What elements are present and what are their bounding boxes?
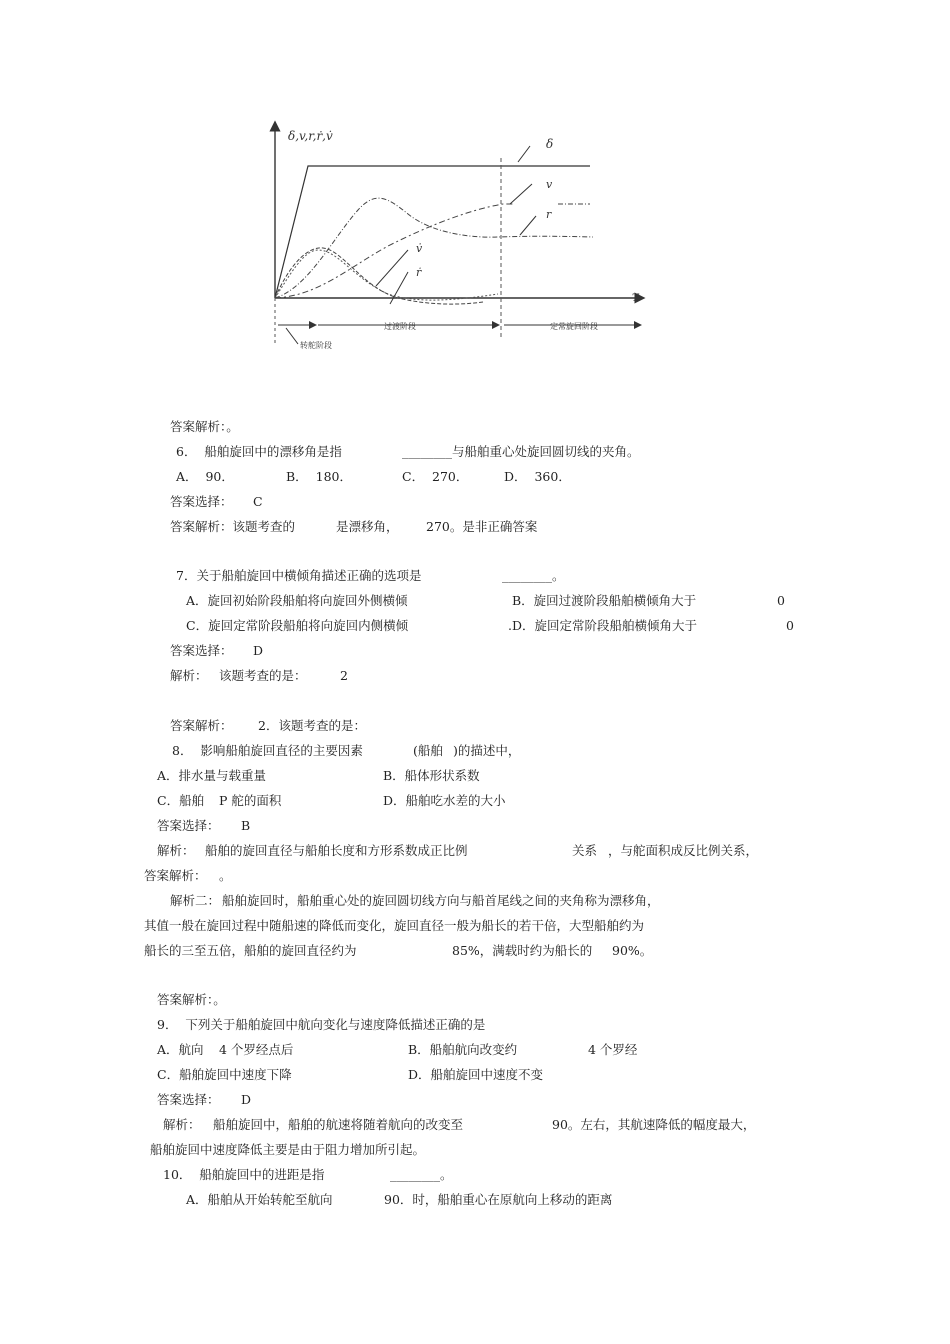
q8-analysis-label: 解析： <box>157 843 195 858</box>
q7-analysis-label: 解析： <box>170 668 208 683</box>
q8-analysis-1: 船舶的旋回直径与船舶长度和方形系数成正比例 <box>205 843 468 858</box>
q7-option-d: .D．旋回定常阶段船舶横倾角大于 <box>508 618 697 633</box>
drift-accel-curve <box>275 250 498 300</box>
curve-label-v: v <box>546 178 553 191</box>
q6-analysis-2: 是漂移角， <box>336 519 399 534</box>
q6-stem: 6． 船舶旋回中的漂移角是指 <box>176 444 342 459</box>
q6-option-b: B． 180． <box>286 469 352 484</box>
q6-option-a: A． 90． <box>176 469 234 484</box>
q8-stem: 8． 影响船舶旋回直径的主要因素 <box>172 743 363 758</box>
q9-analysis-label: 解析： <box>163 1117 201 1132</box>
q8-analysis2-line2: 其值一般在旋回过程中随船速的降低而变化，旋回直径一般为船长的若干倍，大型船舶约为 <box>144 918 645 933</box>
label-leader <box>510 184 532 204</box>
q9-option-a: A．航向 <box>157 1042 204 1057</box>
transition-stage-label: 过渡阶段 <box>384 322 416 331</box>
q8-option-b: B．船体形状系数 <box>383 768 480 783</box>
yaw-accel-curve <box>275 248 483 304</box>
q6-blank: ________ <box>402 444 452 459</box>
curve-label-delta: δ <box>546 137 554 151</box>
q8-analysis2-label: 解析二： <box>170 893 221 908</box>
q7-stem: 7．关于船舶旋回中横倾角描述正确的选项是 <box>176 568 422 583</box>
q8-option-d: D．船舶吃水差的大小 <box>383 793 506 808</box>
q9-answer: D <box>241 1092 252 1107</box>
drift-speed-curve <box>275 204 514 298</box>
q10-option-a: A．船舶从开始转舵至航向 <box>186 1192 333 1207</box>
q9-analysis-2: 90。左右，其航速降低的幅度最大， <box>552 1117 756 1132</box>
steady-stage-label: 定常旋回阶段 <box>550 322 598 331</box>
turning-motion-diagram <box>258 118 658 358</box>
label-leader <box>520 216 536 235</box>
q8-analysis2-line1: 船舶旋回时，船舶重心处的旋回圆切线方向与船首尾线之间的夹角称为漂移角， <box>222 893 660 908</box>
q9-analysis-1: 船舶旋回中，船舶的航速将随着航向的改变至 <box>213 1117 464 1132</box>
q7-option-a: A．旋回初始阶段船舶将向旋回外侧横倾 <box>186 593 408 608</box>
q7-option-b-value: 0 <box>777 593 785 608</box>
q8-analysis-3: ，与舵面积成反比例关系， <box>608 843 759 858</box>
q8-answer-analysis-end: 。 <box>219 868 232 883</box>
q6-answer-label: 答案选择： <box>170 494 233 509</box>
q6-option-c: C． 270． <box>402 469 469 484</box>
q10-stem: 10． 船舶旋回中的进距是指 <box>163 1167 325 1182</box>
q8-stem-end: )的描述中， <box>453 743 521 758</box>
q10-blank: ________。 <box>390 1167 453 1182</box>
q7-blank: ________。 <box>502 568 565 583</box>
q8-option-a: A．排水量与载重量 <box>157 768 267 783</box>
x-axis-label: T <box>632 293 639 304</box>
curve-label-r: r <box>546 208 552 221</box>
q8-stem-mid: (船舶 <box>413 743 443 758</box>
q7-answer-label: 答案选择： <box>170 643 233 658</box>
q6-answer: C <box>253 494 263 509</box>
q8-answer-analysis-label: 答案解析： <box>144 868 207 883</box>
q7-option-b: B．旋回过渡阶段船舶横倾角大于 <box>512 593 697 608</box>
q10-option-a-end: 90．时，船舶重心在原航向上移动的距离 <box>384 1192 613 1207</box>
q8-analysis2-line3c: 90%。 <box>612 943 653 958</box>
q8-answer: B <box>241 818 251 833</box>
q7-option-d-value: 0 <box>786 618 794 633</box>
q9-answer-label: 答案选择： <box>157 1092 220 1107</box>
q9-option-b-end: 4 个罗经 <box>588 1042 638 1057</box>
answer-analysis-5: 答案解析：。 <box>170 419 239 434</box>
q8-answer-label: 答案选择： <box>157 818 220 833</box>
q6-analysis-3: 270。是非正确答案 <box>426 519 538 534</box>
label-leader <box>518 146 530 162</box>
q7-analysis2-text: 2．该题考查的是： <box>258 718 366 733</box>
q6-analysis-1: 答案解析：该题考查的 <box>170 519 296 534</box>
q9-option-c: C．船舶旋回中速度下降 <box>157 1067 292 1082</box>
q7-option-c: C．旋回定常阶段船舶将向旋回内侧横倾 <box>186 618 409 633</box>
q7-analysis-num: 2 <box>340 668 348 683</box>
q9-analysis-3: 船舶旋回中速度降低主要是由于阻力增加所引起。 <box>150 1142 426 1157</box>
q8-analysis-2: 关系 <box>572 843 598 858</box>
curve-label-rdot: ṙ <box>416 266 422 279</box>
q6-stem-end: 与船舶重心处旋回圆切线的夹角。 <box>452 444 640 459</box>
y-axis-label: δ,v,r,ṙ,v̇ <box>288 129 333 143</box>
q9-stem: 9． 下列关于船舶旋回中航向变化与速度降低描述正确的是 <box>157 1017 486 1032</box>
turn-stage-leader <box>286 328 298 344</box>
q9-option-a-end: 4 个罗经点后 <box>219 1042 294 1057</box>
rudder-angle-curve <box>275 166 590 298</box>
q8-option-c: C．船舶 <box>157 793 205 808</box>
q7-answer: D <box>253 643 264 658</box>
q7-analysis-text: 该题考查的是： <box>219 668 307 683</box>
q8-analysis2-line3a: 船长的三至五倍，船舶的旋回直径约为 <box>144 943 357 958</box>
q8-analysis2-line3b: 85%，满载时约为船长的 <box>452 943 593 958</box>
answer-analysis-9: 答案解析：。 <box>157 992 226 1007</box>
q7-analysis2-label: 答案解析： <box>170 718 233 733</box>
q6-option-d: D． 360． <box>504 469 571 484</box>
curve-label-vdot: v̇ <box>416 242 423 255</box>
turning-motion-figure <box>258 118 658 358</box>
turn-stage-label: 转舵阶段 <box>300 341 332 350</box>
q8-option-c-end: P 舵的面积 <box>219 793 282 808</box>
q9-option-b: B．船舶航向改变约 <box>408 1042 518 1057</box>
q9-option-d: D．船舶旋回中速度不变 <box>408 1067 544 1082</box>
